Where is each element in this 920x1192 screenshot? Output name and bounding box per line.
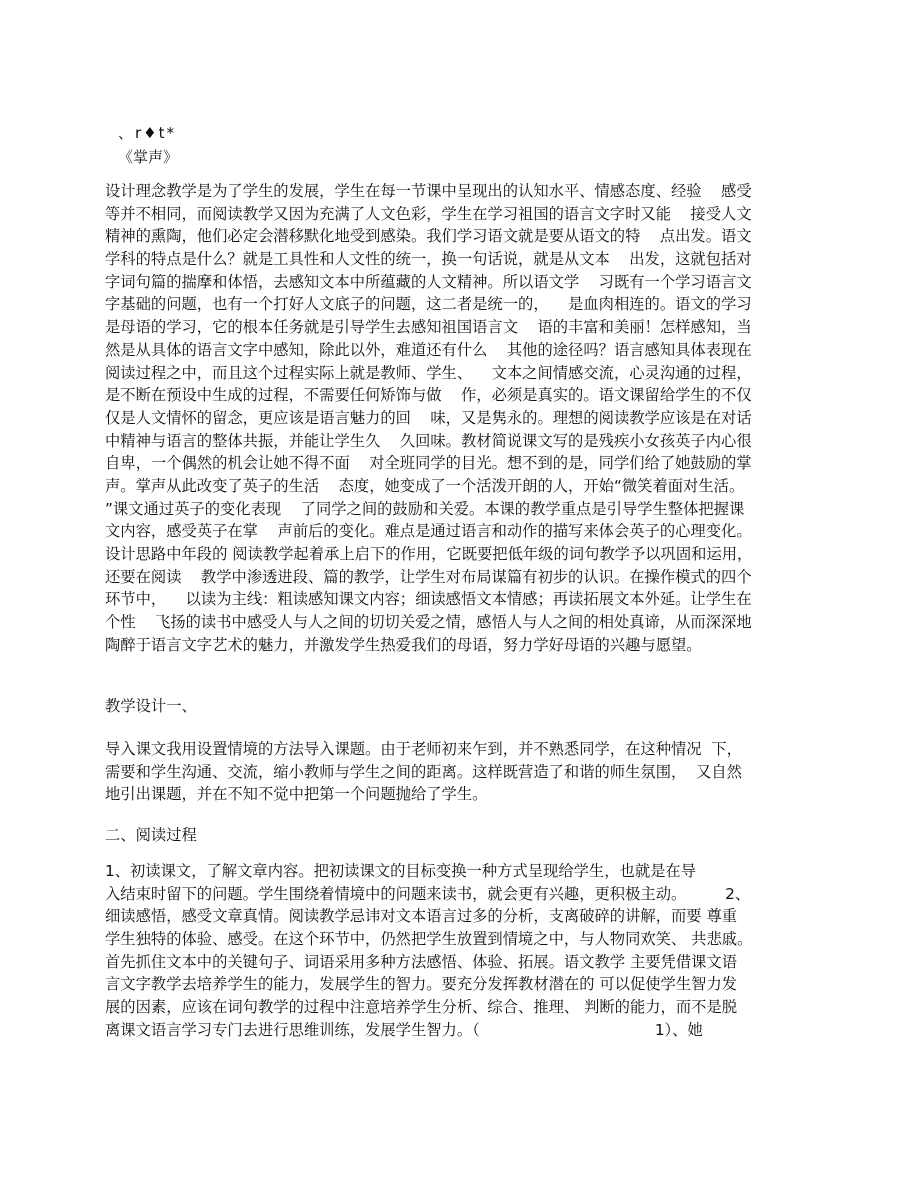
text-line: 字词句篇的揣摩和体悟，去感知文本中所蕴藏的人文精神。所以语文学 习既有一个学习语言文 [105, 272, 752, 291]
document-title: 《掌声》 [118, 148, 179, 166]
text-line: 阅读过程之中，而且这个过程实际上就是教师、学生、 文本之间情感交流，心灵沟通的过程， [105, 363, 752, 382]
text-line: 1、初读课文，了解文章内容。把初读课文的目标变换一种方式呈现给学生，也就是在导 [105, 862, 697, 880]
text-line: ”课文通过英子的变化表现 了同学之间的鼓励和关爱。本课的教学重点是引导学生整体把握课 [105, 499, 745, 518]
text-line: 仅是人文情怀的留念，更应该是语言魅力的回 味，又是隽永的。理想的阅读教学应该是在对话 [105, 408, 752, 427]
text-line: 中精神与语言的整体共振，并能让学生久 久回味。教材简说课文写的是残疾小女孩英子内心很 [105, 431, 752, 450]
text-line: 个性 飞扬的读书中感受人与人之间的切切关爱之情，感悟人与人之间的相处真谛，从而深深地 [105, 613, 752, 632]
text-line: 细读感悟，感受文章真情。阅读教学忌讳对文本语言过多的分析，支离破碎的讲解，而要 尊重 [105, 907, 738, 926]
text-line: 设计理念教学是为了学生的发展，学生在每一节课中呈现出的认知水平、情感态度、经验 感受 [105, 182, 752, 200]
text-line: 是母语的学习，它的根本任务就是引导学生去感知祖国语言文 语的丰富和美丽！怎样感知，当 [105, 318, 752, 337]
text-line: 离课文语言学习专门去进行思维训练，发展学生智力。（ 1）、她 [105, 1020, 703, 1039]
text-line: 导入课文我用设置情境的方法导入课题。由于老师初来乍到，并不熟悉同学，在这种情况 下， [105, 740, 742, 758]
text-line: 还要在阅读 教学中渗透进段、篇的教学，让学生对布局谋篇有初步的认识。在操作模式的四个 [105, 567, 752, 586]
text-line: 需要和学生沟通、交流，缩小教师与学生之间的距离。这样既营造了和谐的师生氛围， 又自然 [105, 762, 742, 781]
process-paragraph [105, 860, 820, 1042]
process-heading: 二、阅读过程 [105, 826, 197, 844]
text-line: 首先抓住文本中的关键句子、词语采用多种方法感悟、体验、拓展。语文教学 主要凭借课文语 [105, 952, 738, 971]
text-line: 入结束时留下的问题。学生围绕着情境中的问题来读书，就会更有兴趣，更积极主动。 2、 [105, 884, 751, 903]
text-line: 环节中， 以读为主线：粗读感知课文内容；细读感悟文本情感；再读拓展文本外延。让学生在 [105, 590, 752, 609]
text-line: 精神的熏陶，他们必定会潜移默化地受到感染。我们学习语文就是要从语文的特 点出发。语文 [105, 227, 752, 246]
text-line: 等并不相同，而阅读教学又因为充满了人文色彩，学生在学习祖国的语言文字时又能 接受人文 [105, 204, 752, 223]
text-line: 学科的特点是什么？就是工具性和人文性的统一，换一句话说，就是从文本 出发，这就包括对 [105, 250, 752, 269]
text-line: 声。掌声从此改变了英子的生活 态度，她变成了一个活泼开朗的人，开始“微笑着面对生活。 [105, 476, 745, 495]
text-line: 学生独特的体验、感受。在这个环节中，仍然把学生放置到情境之中，与人物同欢笑、 共悲戚。 [105, 930, 753, 949]
text-line: 陶醉于语言文字艺术的魅力，并激发学生热爱我们的母语，努力学好母语的兴趣与愿望。 [105, 635, 702, 654]
text-line: 设计思路中年段的 阅读教学起着承上启下的作用，它既要把低年级的词句教学予以巩固和运用， [105, 545, 753, 563]
text-line: 文内容，感受英子在掌 声前后的变化。难点是通过语言和动作的描写来体会英子的心理变化。 [105, 522, 752, 541]
text-line: 自卑，一个偶然的机会让她不得不面 对全班同学的目光。想不到的是，同学们给了她鼓励的掌 [105, 454, 752, 473]
lead-paragraph [105, 738, 820, 806]
design-heading: 教学设计一、 [105, 697, 197, 715]
intro-paragraph [105, 180, 820, 656]
text-line: 地引出课题，并在不知不觉中把第一个问题抛给了学生。 [105, 785, 488, 804]
text-line: 字基础的问题，也有一个打好人文底子的问题，这二者是统一的， 是血肉相连的。语文的学习 [105, 295, 752, 314]
text-line: 言文字教学去培养学生的能力，发展学生的智力。要充分发挥教材潜在的 可以促使学生智力发 [105, 975, 738, 994]
text-line: 是不断在预设中生成的过程，不需要任何矫饰与做 作，必须是真实的。语文课留给学生的不仅 [105, 386, 752, 405]
text-line: 展的因素，应该在词句教学的过程中注意培养学生分析、综合、推理、 判断的能力，而不是脱 [105, 998, 738, 1017]
text-line: 然是从具体的语言文字中感知，除此以外，难道还有什么 其他的途径吗？语言感知具体表现在 [105, 340, 752, 359]
header-mark: 、r♦t* [118, 124, 176, 142]
